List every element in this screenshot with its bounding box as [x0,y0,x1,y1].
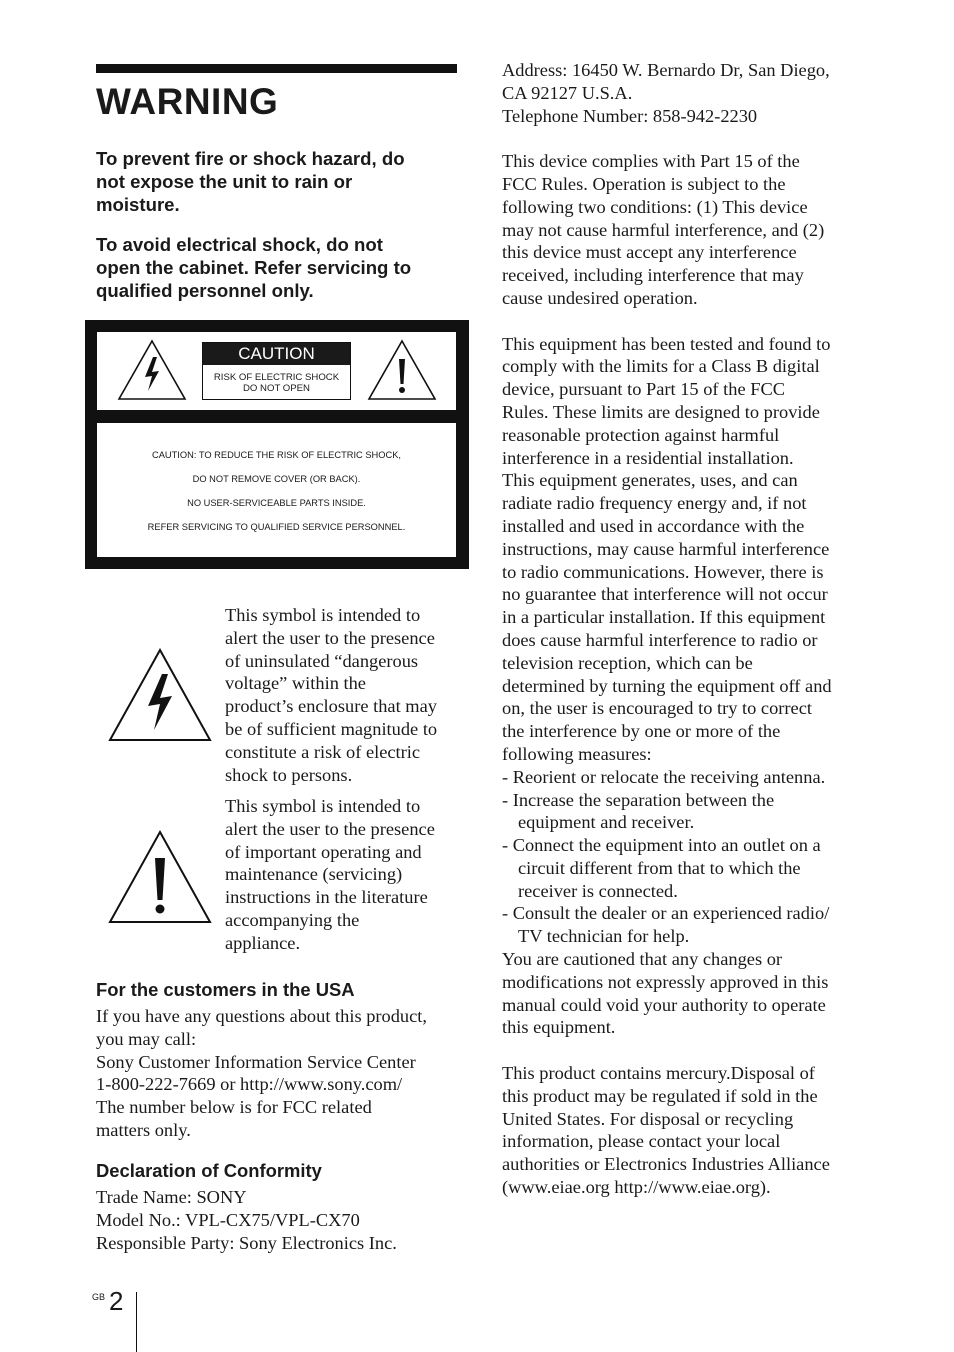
body-line: manual could void your authority to operate [502,994,826,1015]
description-line: This symbol is intended to [225,605,421,625]
body-line: This device complies with Part 15 of the [502,151,800,172]
caution-label-header [97,332,456,410]
conformity-heading: Declaration of Conformity [96,1160,322,1181]
description-line: of uninsulated “dangerous [225,650,419,671]
body-line: the interference by one or more of the [502,721,781,742]
body-line: Model No.: VPL-CX75/VPL-CX70 [96,1209,360,1230]
caution-heading: CAUTION [203,343,350,365]
left-column [96,64,458,301]
description-line: accompanying the [225,909,360,930]
body-line: 1-800-222-7669 or http://www.sony.com/ [96,1074,403,1095]
body-line: determined by turning the equipment off and [502,675,832,696]
list-item-continuation: receiver is connected. [518,880,678,901]
class-b-paragraph [502,333,872,766]
body-line: device, pursuant to Part 15 of the FCC [502,379,785,400]
list-item-continuation: equipment and receiver. [518,812,695,833]
lightning-symbol-description [225,604,465,786]
description-line: alert the user to the presence [225,627,435,648]
body-line: following two conditions: (1) This device [502,196,808,217]
caution-line: DO NOT REMOVE COVER (OR BACK). [192,474,361,484]
right-column [502,59,872,1199]
caution-badge [202,342,351,400]
body-line: This equipment generates, uses, and can [502,470,798,491]
page-number: 2 [109,1286,124,1316]
body-line: comply with the limits for a Class B digital [502,356,820,377]
body-line: television reception, which can be [502,652,753,673]
warning-line: To avoid electrical shock, do not [96,234,383,255]
description-line: shock to persons. [225,764,353,785]
caution-label-body [97,423,456,557]
body-line: cause undesired operation. [502,287,698,308]
warning-fire-shock [96,148,458,216]
caution-line: CAUTION: TO REDUCE THE RISK OF ELECTRIC SHOCK, [152,450,401,460]
body-line: The number below is for FCC related [96,1097,372,1118]
fcc-compliance-paragraph [502,150,872,310]
usa-heading: For the customers in the USA [96,979,355,1000]
body-line: installed and used in accordance with the [502,515,805,536]
warning-line: moisture. [96,193,180,215]
list-item: - Reorient or relocate the receiving antenna. [502,766,826,787]
body-line: on, the user is encouraged to try to correct [502,698,812,719]
description-line: appliance. [225,932,301,953]
description-line: maintenance (servicing) [225,864,403,885]
body-line: information, please contact your local [502,1131,781,1152]
description-line: instructions in the literature [225,887,428,908]
body-line: may not cause harmful interference, and (2) [502,219,825,240]
address-block [502,59,872,127]
list-item: - Increase the separation between the [502,789,775,810]
caution-subtext [203,365,350,394]
title-rule [96,64,457,73]
list-item: - Consult the dealer or an experienced radio/ [502,903,830,924]
list-item-continuation: TV technician for help. [518,926,690,947]
measures-list [502,766,872,948]
body-line: this equipment. [502,1017,616,1038]
body-line: CA 92127 U.S.A. [502,82,633,103]
body-line: received, including interference that may [502,265,804,286]
description-line: constitute a risk of electric [225,741,421,762]
body-line: Rules. These limits are designed to provide [502,401,820,422]
list-item-continuation: circuit different from that to which the [518,857,801,878]
body-line: instructions, may cause harmful interference [502,538,830,559]
body-line: Address: 16450 W. Bernardo Dr, San Diego, [502,60,830,80]
body-line: you may call: [96,1028,197,1049]
description-line: product’s enclosure that may [225,696,437,717]
body-line: Telephone Number: 858-942-2230 [502,105,758,126]
body-line: following measures: [502,743,652,764]
exclamation-symbol-description [225,795,465,955]
usa-body [96,1005,466,1142]
mercury-paragraph [502,1062,872,1199]
body-line: modifications not expressly approved in this [502,971,829,992]
page-title: WARNING [96,81,279,122]
caution-line: NO USER-SERVICEABLE PARTS INSIDE. [187,498,366,508]
warning-line: not expose the unit to rain or [96,170,353,192]
description-line: alert the user to the presence [225,818,435,839]
conformity-body [96,1186,466,1254]
body-line: does cause harmful interference to radio or [502,629,818,650]
description-line: of important operating and [225,841,422,862]
body-line: If you have any questions about this product, [96,1006,427,1026]
body-line: You are cautioned that any changes or [502,949,783,970]
lightning-triangle-icon [108,648,212,742]
modifications-caution [502,948,872,1039]
body-line: United States. For disposal or recycling [502,1108,794,1129]
body-line: Trade Name: SONY [96,1187,247,1207]
body-line: Responsible Party: Sony Electronics Inc. [96,1232,397,1253]
caution-lines [97,443,456,539]
warning-line: To prevent fire or shock hazard, do [96,148,405,169]
exclamation-triangle-icon [108,830,212,924]
warning-line: open the cabinet. Refer servicing to [96,256,412,278]
warning-line: qualified personnel only. [96,279,314,301]
caution-subline: DO NOT OPEN [243,383,310,394]
body-line: FCC Rules. Operation is subject to the [502,173,786,194]
body-line: This equipment has been tested and found to [502,333,831,354]
footer-rule [136,1292,137,1352]
caution-line: REFER SERVICING TO QUALIFIED SERVICE PERSONNEL. [147,522,406,532]
caution-label [85,320,469,569]
caution-subline: RISK OF ELECTRIC SHOCK [213,372,340,383]
lightning-triangle-icon [117,339,187,401]
body-line: (www.eiae.org http://www.eiae.org). [502,1177,771,1198]
body-line: in a particular installation. If this equipment [502,607,826,628]
body-line: radiate radio frequency energy and, if not [502,493,807,514]
body-line: this device must accept any interference [502,242,797,263]
footer-region-code: GB [92,1292,106,1302]
exclamation-triangle-icon [367,339,437,401]
description-line: voltage” within the [225,673,366,694]
body-line: to radio communications. However, there is [502,561,824,582]
warning-electrical-shock [96,234,458,302]
description-line: be of sufficient magnitude to [225,718,438,739]
body-line: no guarantee that interference will not occur [502,584,828,605]
body-line: reasonable protection against harmful [502,424,780,445]
list-item: - Connect the equipment into an outlet on a [502,835,821,856]
body-line: matters only. [96,1119,191,1140]
body-line: this product may be regulated if sold in the [502,1085,818,1106]
description-line: This symbol is intended to [225,796,421,816]
body-line: authorities or Electronics Industries Alliance [502,1154,830,1175]
body-line: This product contains mercury.Disposal of [502,1063,815,1084]
body-line: Sony Customer Information Service Center [96,1051,416,1072]
body-line: interference in a residential installation. [502,447,794,468]
